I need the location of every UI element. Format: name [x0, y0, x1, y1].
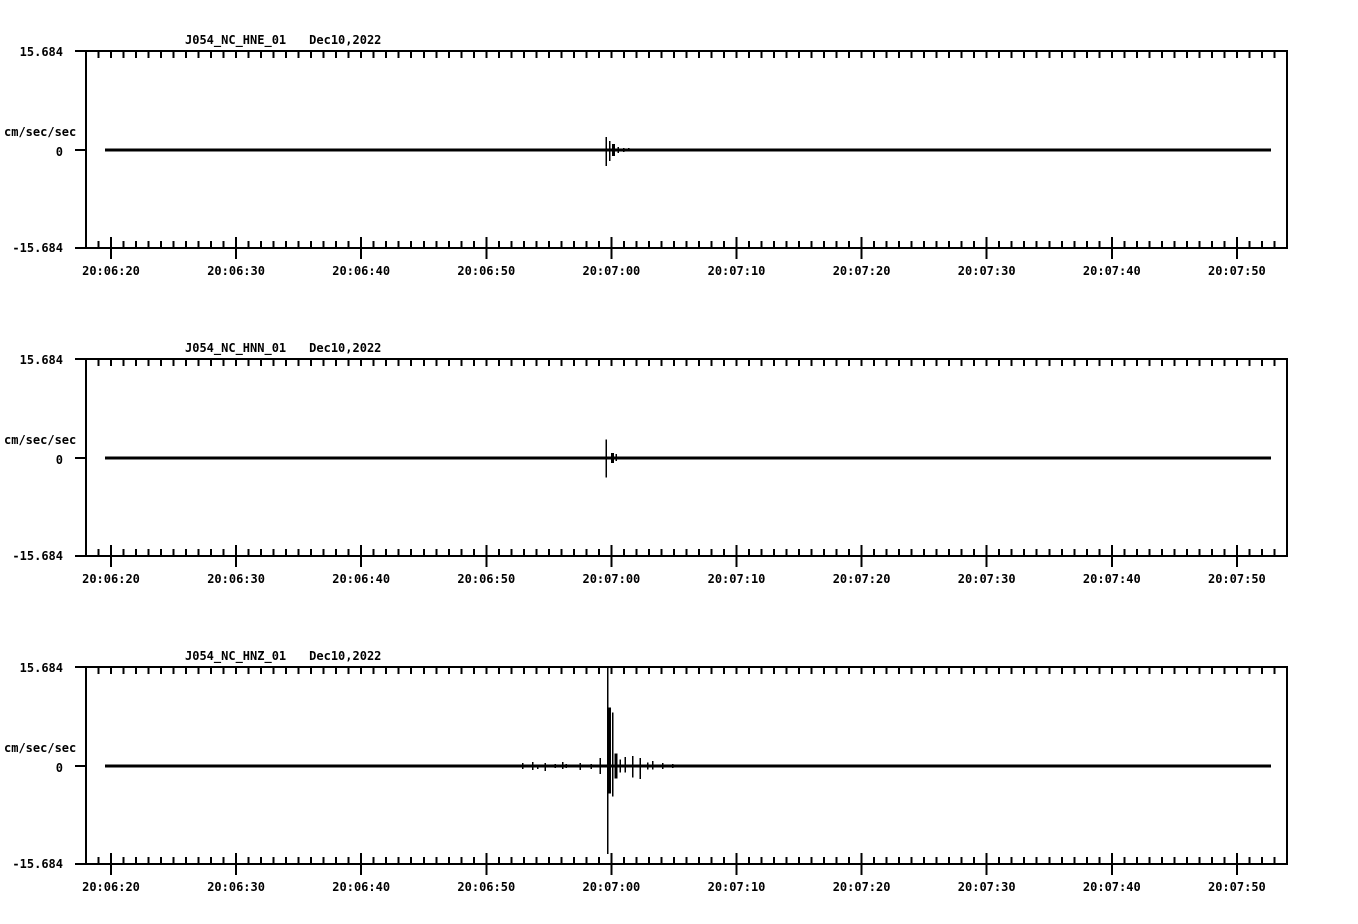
station-channel-label: J054_NC_HNN_01: [185, 341, 287, 355]
bottom-axis-minor-ticks: [99, 549, 1275, 556]
x-tick-label: 20:07:30: [957, 880, 1016, 894]
y-zero-label: 0: [55, 453, 63, 467]
x-tick-label: 20:07:40: [1082, 264, 1141, 278]
x-tick-label: 20:06:40: [332, 264, 391, 278]
bottom-axis-minor-ticks: [99, 857, 1275, 864]
waveform-plot: [0, 616, 1358, 916]
x-tick-label: 20:07:00: [582, 264, 641, 278]
panel-hnn: [0, 308, 1358, 608]
station-channel-label: J054_NC_HNE_01: [185, 33, 287, 47]
x-tick-label: 20:07:50: [1207, 264, 1266, 278]
top-axis-ticks: [99, 359, 1275, 366]
x-tick-label: 20:06:20: [82, 880, 140, 894]
x-tick-label: 20:07:10: [707, 572, 766, 586]
x-tick-label: 20:06:50: [457, 264, 516, 278]
x-tick-label: 20:07:20: [832, 572, 891, 586]
x-tick-label: 20:07:40: [1082, 572, 1141, 586]
x-tick-label: 20:07:00: [582, 572, 641, 586]
y-max-label: 15.684: [19, 353, 63, 367]
x-tick-label: 20:07:50: [1207, 880, 1266, 894]
y-zero-label: 0: [55, 761, 63, 775]
date-label: Dec10,2022: [309, 649, 382, 663]
y-max-label: 15.684: [19, 45, 63, 59]
station-channel-label: J054_NC_HNZ_01: [185, 649, 287, 663]
x-tick-label: 20:06:50: [457, 572, 516, 586]
top-axis-ticks: [99, 667, 1275, 674]
waveform-plot: [0, 0, 1358, 300]
x-tick-label: 20:06:40: [332, 572, 391, 586]
waveform-plot: [0, 308, 1358, 608]
x-tick-label: 20:07:10: [707, 264, 766, 278]
x-tick-label: 20:06:50: [457, 880, 516, 894]
y-units-label: cm/sec/sec: [4, 125, 77, 139]
x-tick-label: 20:07:20: [832, 264, 891, 278]
date-label: Dec10,2022: [309, 33, 382, 47]
x-tick-label: 20:06:40: [332, 880, 391, 894]
x-tick-label: 20:07:00: [582, 880, 641, 894]
x-tick-label: 20:07:20: [832, 880, 891, 894]
x-tick-label: 20:06:30: [207, 572, 265, 586]
y-min-label: -15.684: [12, 857, 63, 871]
x-tick-label: 20:06:30: [207, 880, 265, 894]
x-tick-label: 20:06:20: [82, 264, 140, 278]
x-tick-label: 20:07:10: [707, 880, 766, 894]
y-units-label: cm/sec/sec: [4, 741, 77, 755]
x-tick-label: 20:07:30: [957, 264, 1016, 278]
y-zero-label: 0: [55, 145, 63, 159]
x-tick-label: 20:06:30: [207, 264, 265, 278]
y-min-label: -15.684: [12, 549, 63, 563]
top-axis-ticks: [99, 51, 1275, 58]
bottom-axis-minor-ticks: [99, 241, 1275, 248]
date-label: Dec10,2022: [309, 341, 382, 355]
x-tick-label: 20:07:40: [1082, 880, 1141, 894]
y-units-label: cm/sec/sec: [4, 433, 77, 447]
y-max-label: 15.684: [19, 661, 63, 675]
x-tick-label: 20:06:20: [82, 572, 140, 586]
y-min-label: -15.684: [12, 241, 63, 255]
x-tick-label: 20:07:50: [1207, 572, 1266, 586]
x-tick-label: 20:07:30: [957, 572, 1016, 586]
panel-hnz: [0, 616, 1358, 916]
panel-hne: [0, 0, 1358, 300]
